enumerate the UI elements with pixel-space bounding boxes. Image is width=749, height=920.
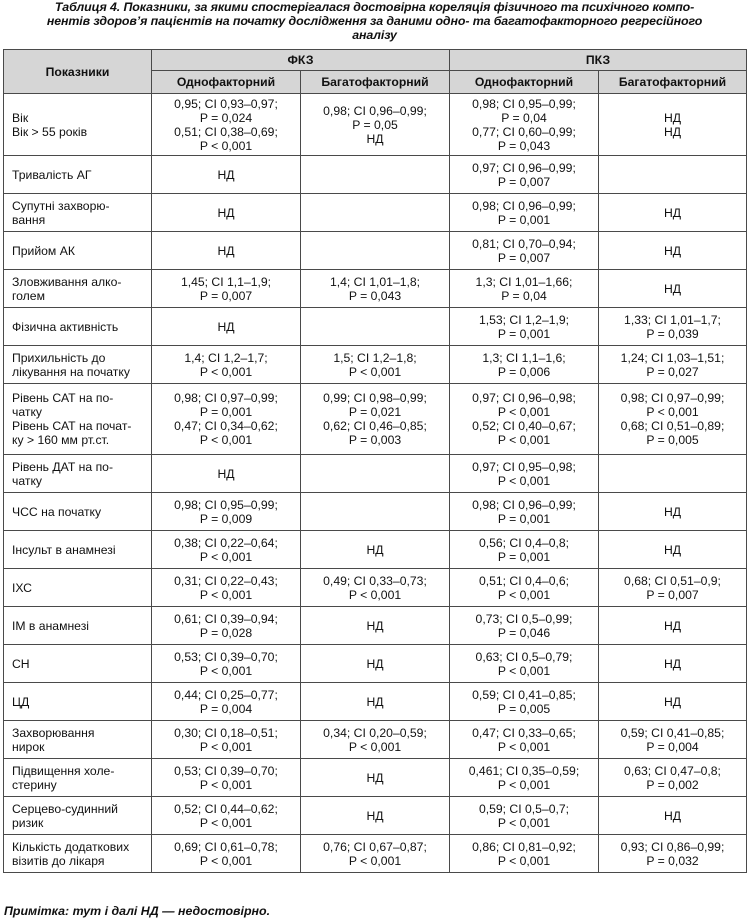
value-line: P < 0,001	[199, 549, 253, 564]
table-body	[4, 94, 747, 873]
row-label-cell	[4, 194, 152, 232]
value-cell	[301, 531, 450, 569]
value-cell	[599, 308, 747, 346]
value-cell	[301, 308, 450, 346]
row-label-line: Прийом АК	[12, 243, 75, 258]
value-cell	[599, 384, 747, 455]
value-line: 0,30; CI 0,18–0,51;	[174, 725, 278, 740]
value-line: P = 0,004	[199, 701, 253, 716]
row-label-cell	[4, 759, 152, 797]
table-row	[4, 455, 747, 493]
value-line: 0,98; CI 0,95–0,99;	[174, 497, 278, 512]
table-row	[4, 493, 747, 531]
value-line: P < 0,001	[497, 473, 551, 488]
value-line: НД	[217, 243, 235, 258]
value-line: 0,69; CI 0,61–0,78;	[174, 839, 278, 854]
row-label-line: стерину	[12, 777, 57, 792]
value-line: P = 0,007	[497, 174, 551, 189]
value-cell	[301, 493, 450, 531]
value-line: P = 0,043	[348, 288, 402, 303]
value-cell	[301, 797, 450, 835]
value-line: НД	[217, 319, 235, 334]
value-line: P < 0,001	[199, 739, 253, 754]
row-label-cell	[4, 721, 152, 759]
regression-table	[3, 49, 747, 873]
value-cell	[599, 94, 747, 156]
value-line: 0,51; CI 0,4–0,6;	[478, 573, 570, 588]
value-line: P = 0,001	[497, 326, 551, 341]
value-line: 0,97; CI 0,96–0,98;	[472, 391, 576, 405]
row-label-line: Зловживання алко-	[12, 274, 122, 289]
value-cell	[450, 797, 599, 835]
table-row	[4, 531, 747, 569]
table-row	[4, 569, 747, 607]
value-line: 0,47; CI 0,33–0,65;	[472, 725, 576, 740]
value-line: 0,34; CI 0,20–0,59;	[323, 725, 427, 740]
value-line: НД	[663, 205, 682, 220]
value-cell	[450, 308, 599, 346]
value-cell	[301, 232, 450, 270]
value-line: НД	[366, 808, 384, 823]
value-cell	[301, 835, 450, 873]
row-label-line: ку > 160 мм рт.ст.	[12, 433, 110, 447]
value-line: 0,97; CI 0,95–0,98;	[472, 459, 576, 474]
table-row	[4, 156, 747, 194]
table-row	[4, 308, 747, 346]
value-line: P = 0,027	[646, 364, 699, 379]
table-row	[4, 835, 747, 873]
value-line: P < 0,001	[199, 815, 253, 830]
row-label-line: Вік > 55 років	[12, 124, 88, 139]
value-cell	[152, 797, 301, 835]
row-label-line: Тривалість АГ	[12, 167, 92, 182]
value-cell	[450, 531, 599, 569]
row-label-line: ризик	[12, 815, 44, 830]
value-line: 0,62; CI 0,46–0,85;	[323, 419, 427, 433]
value-cell	[450, 493, 599, 531]
row-label-line: ІМ в анамнезі	[12, 618, 89, 633]
value-cell	[450, 607, 599, 645]
value-line: НД	[663, 656, 682, 671]
value-line: 0,93; CI 0,86–0,99;	[620, 839, 725, 854]
value-cell	[599, 569, 747, 607]
row-label-cell	[4, 797, 152, 835]
value-line: 0,86; CI 0,81–0,92;	[472, 839, 576, 854]
value-cell	[152, 270, 301, 308]
value-cell	[599, 156, 747, 194]
value-line: 1,45; CI 1,1–1,9;	[180, 274, 272, 289]
table-row	[4, 194, 747, 232]
table-row	[4, 270, 747, 308]
value-line: 0,461; CI 0,35–0,59;	[468, 763, 580, 778]
value-cell	[450, 835, 599, 873]
value-line: 1,53; CI 1,2–1,9;	[478, 312, 570, 327]
value-line: НД	[663, 281, 682, 296]
value-line: P = 0,043	[497, 138, 551, 153]
table-row	[4, 346, 747, 384]
value-line: 0,99; CI 0,98–0,99;	[323, 391, 427, 405]
table-row	[4, 683, 747, 721]
value-cell	[599, 194, 747, 232]
value-cell	[152, 232, 301, 270]
value-line: P < 0,001	[199, 777, 253, 792]
row-label-cell	[4, 94, 152, 156]
value-line: P = 0,009	[199, 511, 253, 526]
value-line: 0,81; CI 0,70–0,94;	[472, 236, 576, 251]
table-note: Примітка: тут і далі НД — недостовірно.	[4, 904, 271, 918]
table-row	[4, 759, 747, 797]
value-line: 1,33; CI 1,01–1,7;	[624, 312, 721, 327]
value-line: P = 0,005	[646, 433, 699, 447]
table-row	[4, 232, 747, 270]
value-line: P = 0,003	[348, 433, 402, 447]
value-line: P = 0,007	[199, 288, 253, 303]
value-line: P < 0,001	[199, 587, 253, 602]
value-cell	[301, 721, 450, 759]
value-line: 1,3; CI 1,01–1,66;	[475, 274, 573, 289]
value-cell	[450, 346, 599, 384]
header-fkz: ФКЗ	[152, 50, 450, 71]
value-cell	[450, 232, 599, 270]
value-line: 0,63; CI 0,5–0,79;	[475, 649, 573, 664]
row-label-cell	[4, 607, 152, 645]
value-line: P < 0,001	[497, 815, 551, 830]
value-line: 1,24; CI 1,03–1,51;	[620, 350, 725, 365]
value-line: P < 0,001	[497, 739, 551, 754]
value-line: НД	[366, 131, 384, 146]
value-line: 0,56; CI 0,4–0,8;	[478, 535, 570, 550]
value-line: НД	[366, 618, 384, 633]
row-label-cell	[4, 455, 152, 493]
value-cell	[152, 683, 301, 721]
value-cell	[450, 721, 599, 759]
value-cell	[152, 759, 301, 797]
value-cell	[301, 156, 450, 194]
value-cell	[152, 569, 301, 607]
row-label-cell	[4, 308, 152, 346]
value-line: P < 0,001	[497, 433, 551, 447]
value-line: НД	[366, 694, 384, 709]
table-row	[4, 607, 747, 645]
value-line: 0,52; CI 0,40–0,67;	[472, 419, 576, 433]
value-cell	[450, 270, 599, 308]
row-label-line: нирок	[12, 739, 45, 754]
value-line: P < 0,001	[348, 364, 402, 379]
value-line: 0,59; CI 0,41–0,85;	[472, 687, 576, 702]
value-line: НД	[663, 694, 682, 709]
value-line: НД	[366, 542, 384, 557]
value-line: P = 0,001	[497, 549, 551, 564]
row-label-cell	[4, 156, 152, 194]
value-cell	[450, 569, 599, 607]
value-line: 0,53; CI 0,39–0,70;	[174, 649, 278, 664]
value-line: P = 0,05	[352, 117, 398, 132]
value-cell	[450, 683, 599, 721]
value-cell	[450, 455, 599, 493]
value-cell	[599, 232, 747, 270]
value-line: 0,53; CI 0,39–0,70;	[174, 763, 278, 778]
row-label-line: Прихильність до	[12, 350, 106, 365]
value-line: 0,98; CI 0,97–0,99;	[620, 391, 725, 405]
value-line: НД	[663, 124, 682, 139]
value-cell	[301, 270, 450, 308]
value-line: 0,52; CI 0,44–0,62;	[174, 801, 278, 816]
value-cell	[301, 455, 450, 493]
value-line: P < 0,001	[497, 663, 551, 678]
value-cell	[599, 835, 747, 873]
row-label-line: Підвищення холе-	[12, 763, 115, 778]
value-line: 0,95; CI 0,93–0,97;	[174, 96, 278, 111]
header-pkz-multivariate: Багатофакторний	[599, 71, 747, 94]
row-label-line: Кількість додаткових	[12, 839, 130, 854]
value-line: P < 0,001	[348, 739, 402, 754]
row-label-cell	[4, 232, 152, 270]
value-cell	[599, 607, 747, 645]
row-label-cell	[4, 270, 152, 308]
value-cell	[152, 645, 301, 683]
value-cell	[599, 455, 747, 493]
row-label-line: голем	[12, 288, 45, 303]
value-line: 0,98; CI 0,96–0,99;	[323, 103, 427, 118]
row-label-line: СН	[12, 656, 30, 671]
value-line: 0,38; CI 0,22–0,64;	[174, 535, 278, 550]
value-line: P = 0,04	[501, 288, 547, 303]
value-cell	[301, 194, 450, 232]
value-cell	[599, 721, 747, 759]
row-label-cell	[4, 384, 152, 455]
value-cell	[599, 759, 747, 797]
value-line: P < 0,001	[646, 405, 699, 419]
value-cell	[450, 645, 599, 683]
row-label-line: Вік	[12, 110, 29, 125]
value-cell	[152, 194, 301, 232]
caption-line-1: Таблиця 4. Показники, за якими спостерігалася достовірна кореляція фізичного та психічного компо-	[54, 0, 695, 14]
header-indicators: Показники	[4, 50, 152, 94]
value-line: P = 0,004	[646, 739, 699, 754]
row-label-cell	[4, 493, 152, 531]
header-pkz: ПКЗ	[450, 50, 747, 71]
row-label-line: Рівень ДАТ на по-	[12, 459, 114, 474]
value-line: 0,97; CI 0,96–0,99;	[472, 160, 576, 175]
value-line: 0,68; CI 0,51–0,9;	[624, 573, 721, 588]
value-line: P = 0,046	[497, 625, 551, 640]
value-line: P < 0,001	[199, 663, 253, 678]
row-label-line: ЧСС на початку	[12, 504, 102, 519]
value-line: НД	[663, 618, 682, 633]
value-line: P < 0,001	[497, 405, 551, 419]
value-line: НД	[663, 808, 682, 823]
value-line: 0,59; CI 0,5–0,7;	[478, 801, 570, 816]
value-cell	[301, 94, 450, 156]
value-line: НД	[366, 656, 384, 671]
value-line: P < 0,001	[497, 587, 551, 602]
header-fkz-univariate: Однофакторний	[152, 71, 301, 94]
value-cell	[152, 384, 301, 455]
value-cell	[599, 645, 747, 683]
value-cell	[301, 607, 450, 645]
value-line: 0,98; CI 0,97–0,99;	[174, 391, 278, 405]
value-line: P < 0,001	[497, 777, 551, 792]
value-line: 1,4; CI 1,2–1,7;	[184, 350, 268, 365]
header-pkz-univariate: Однофакторний	[450, 71, 599, 94]
value-cell	[450, 94, 599, 156]
value-line: P = 0,039	[646, 326, 699, 341]
value-line: P < 0,001	[348, 853, 402, 868]
value-line: P = 0,001	[497, 212, 551, 227]
value-line: P < 0,001	[497, 853, 551, 868]
value-cell	[599, 797, 747, 835]
row-label-line: Супутні захворю-	[12, 198, 110, 213]
row-label-line: Серцево-судинний	[12, 801, 118, 816]
row-label-cell	[4, 346, 152, 384]
value-line: P < 0,001	[199, 138, 253, 153]
value-line: НД	[217, 205, 235, 220]
row-label-line: ІХС	[12, 580, 32, 595]
value-cell	[599, 493, 747, 531]
value-cell	[450, 156, 599, 194]
value-line: 0,63; CI 0,47–0,8;	[624, 763, 721, 778]
row-label-cell	[4, 531, 152, 569]
header-fkz-multivariate: Багатофакторний	[301, 71, 450, 94]
value-line: 0,31; CI 0,22–0,43;	[174, 573, 278, 588]
value-line: 0,47; CI 0,34–0,62;	[174, 419, 278, 433]
row-label-cell	[4, 835, 152, 873]
value-line: P = 0,001	[497, 511, 551, 526]
value-line: P = 0,032	[646, 853, 699, 868]
value-line: 0,68; CI 0,51–0,89;	[620, 419, 725, 433]
value-cell	[599, 270, 747, 308]
value-cell	[301, 569, 450, 607]
value-cell	[152, 346, 301, 384]
value-cell	[301, 759, 450, 797]
table-row	[4, 94, 747, 156]
value-cell	[152, 607, 301, 645]
row-label-line: ЦД	[12, 694, 30, 709]
value-line: P = 0,007	[646, 587, 699, 602]
value-line: 0,51; CI 0,38–0,69;	[174, 124, 278, 139]
row-label-line: Рівень САТ на почат-	[12, 419, 132, 433]
value-cell	[152, 721, 301, 759]
row-label-cell	[4, 569, 152, 607]
value-line: P < 0,001	[199, 853, 253, 868]
value-line: НД	[663, 110, 682, 125]
value-cell	[450, 384, 599, 455]
row-label-cell	[4, 683, 152, 721]
value-cell	[450, 194, 599, 232]
value-line: P = 0,002	[646, 777, 699, 792]
value-cell	[152, 493, 301, 531]
row-label-line: лікування на початку	[12, 364, 130, 379]
value-cell	[450, 759, 599, 797]
row-label-line: Рівень САТ на по-	[12, 391, 114, 405]
value-line: P = 0,04	[501, 110, 547, 125]
row-label-line: Інсульт в анамнезі	[12, 542, 116, 557]
value-line: 0,98; CI 0,95–0,99;	[472, 96, 576, 111]
value-cell	[301, 384, 450, 455]
value-line: НД	[663, 542, 682, 557]
value-cell	[599, 531, 747, 569]
value-line: P = 0,024	[199, 110, 253, 125]
value-cell	[301, 645, 450, 683]
caption-line-3: аналізу	[352, 28, 397, 42]
value-line: 0,44; CI 0,25–0,77;	[174, 687, 278, 702]
value-line: 1,5; CI 1,2–1,8;	[333, 350, 417, 365]
value-line: P = 0,005	[497, 701, 551, 716]
value-line: P = 0,021	[348, 405, 402, 419]
value-line: P < 0,001	[199, 433, 253, 447]
value-cell	[301, 346, 450, 384]
value-cell	[152, 156, 301, 194]
value-line: НД	[663, 243, 682, 258]
value-cell	[152, 531, 301, 569]
table-row	[4, 645, 747, 683]
value-line: P = 0,028	[199, 625, 253, 640]
value-cell	[152, 308, 301, 346]
value-line: P = 0,007	[497, 250, 551, 265]
value-cell	[599, 683, 747, 721]
value-line: НД	[217, 167, 235, 182]
value-line: 1,4; CI 1,01–1,8;	[329, 274, 421, 289]
value-cell	[599, 346, 747, 384]
value-cell	[152, 94, 301, 156]
row-label-line: вання	[12, 212, 46, 227]
table-caption	[4, 0, 745, 42]
value-line: 0,49; CI 0,33–0,73;	[323, 573, 427, 588]
value-line: P < 0,001	[199, 364, 253, 379]
value-line: P = 0,006	[497, 364, 551, 379]
value-line: НД	[366, 770, 384, 785]
value-line: НД	[663, 504, 682, 519]
row-label-line: чатку	[12, 473, 43, 488]
value-cell	[152, 835, 301, 873]
row-label-cell	[4, 645, 152, 683]
caption-line-2: нентів здоров’я пацієнтів на початку дослідження за даними одно- та багатофакторного регресійного	[46, 14, 703, 28]
value-line: НД	[217, 466, 235, 481]
table-row	[4, 797, 747, 835]
value-line: 1,3; CI 1,1–1,6;	[482, 350, 566, 365]
value-line: P = 0,001	[199, 405, 253, 419]
row-label-line: візитів до лікаря	[12, 853, 105, 868]
row-label-line: Захворювання	[12, 725, 95, 740]
value-line: 0,98; CI 0,96–0,99;	[472, 198, 576, 213]
value-cell	[152, 455, 301, 493]
value-line: P < 0,001	[348, 587, 402, 602]
table-row	[4, 721, 747, 759]
value-cell	[301, 683, 450, 721]
value-line: 0,77; CI 0,60–0,99;	[472, 124, 576, 139]
row-label-line: Фізична активність	[12, 319, 119, 334]
row-label-line: чатку	[12, 405, 43, 419]
value-line: 0,98; CI 0,96–0,99;	[472, 497, 576, 512]
table-row	[4, 384, 747, 455]
value-line: 0,73; CI 0,5–0,99;	[475, 611, 573, 626]
value-line: 0,59; CI 0,41–0,85;	[620, 725, 725, 740]
value-line: 0,61; CI 0,39–0,94;	[174, 611, 278, 626]
value-line: 0,76; CI 0,67–0,87;	[323, 839, 427, 854]
